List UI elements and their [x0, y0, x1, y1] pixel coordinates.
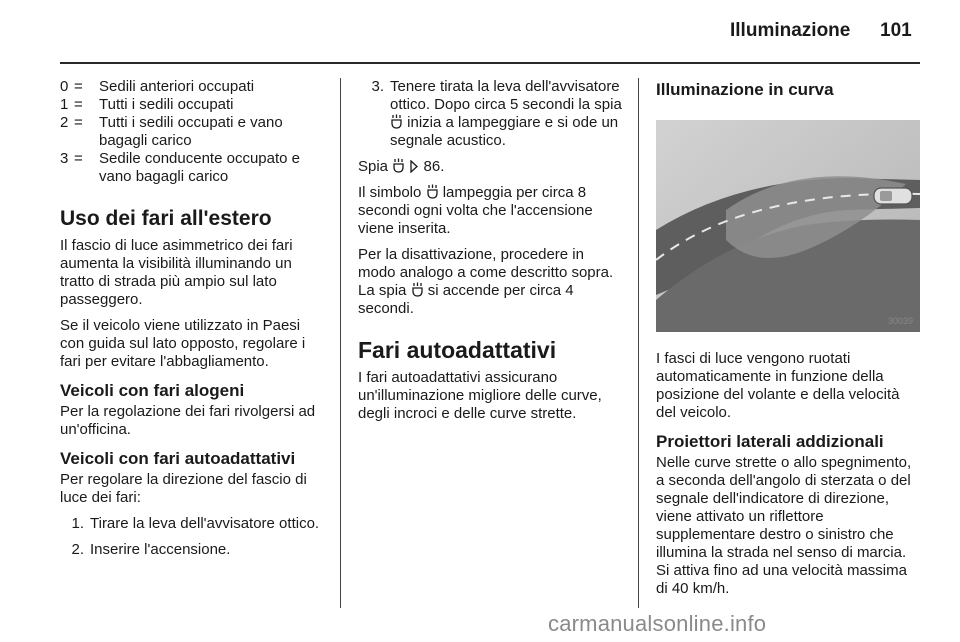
text-part: lampeggia per circa 8 secondi ogni volta che l'accensione viene inserita.	[358, 184, 593, 237]
paragraph	[358, 184, 624, 238]
text-part: Il simbolo	[358, 184, 422, 201]
steps-list	[60, 515, 326, 559]
paragraph: Il fascio di luce asimmetrico dei fari aumenta la visibilità illuminando un tratto di strada più ampio sul lato passeggero.	[60, 237, 293, 308]
watermark: carmanualsonline.info	[548, 611, 767, 636]
paragraph: I fari autoadattativi assicurano un'illuminazione migliore delle curve, degli incroci e delle curve strette.	[358, 369, 602, 422]
legend-text: Tutti i sedili occupati e vano bagagli carico	[99, 114, 283, 149]
step-number: 2.	[71, 541, 84, 558]
page-header-title: Illuminazione	[730, 20, 851, 41]
step-text-part: inizia a lampeggiare e si ode un segnale acustico.	[390, 114, 619, 149]
headlight-lamp-icon	[426, 184, 439, 199]
legend-text: Tutti i sedili occupati	[99, 96, 234, 113]
legend-row	[60, 114, 326, 150]
spia-page-ref: 86.	[423, 158, 445, 175]
spia-label: Spia	[358, 158, 389, 175]
legend-text: Sedile conducente occupato e vano bagagli carico	[99, 150, 300, 185]
spia-reference	[358, 158, 624, 176]
section-title-cornering: Illuminazione in curva	[656, 80, 834, 99]
paragraph: Per regolare la direzione del fascio di luce dei fari:	[60, 471, 307, 506]
list-item	[60, 515, 326, 533]
legend-text: Sedili anteriori occupati	[99, 78, 255, 95]
section-title-adaptive-headlights: Fari autoadattativi	[358, 337, 557, 363]
paragraph: Nelle curve strette o allo spegnimento, a seconda dell'angolo di sterzata o del segnale dell'indicatore di direzione, viene attivato un riflettore supplementare destro o sinistro che illumina la strada nel senso di marcia. Si attiva fino ad una velocità massima di 40 km/h.	[656, 454, 912, 597]
column-divider-1	[340, 78, 341, 608]
legend-equals: =	[74, 114, 83, 131]
step-text: Tirare la leva dell'avvisatore ottico.	[90, 515, 320, 532]
paragraph: Se il veicolo viene utilizzato in Paesi con guida sul lato opposto, regolare i fari per evitare l'abbagliamento.	[60, 317, 306, 370]
column-divider-2	[638, 78, 639, 608]
page-reference-arrow-icon	[409, 160, 419, 173]
step-text	[390, 78, 624, 150]
legend-number: 3	[60, 150, 69, 167]
legend-equals: =	[74, 150, 83, 167]
paragraph	[358, 246, 624, 318]
step-text: Inserire l'accensione.	[90, 541, 231, 558]
steps-list-continued	[358, 78, 624, 150]
legend-row	[60, 78, 326, 96]
cornering-light-illustration	[656, 120, 920, 332]
figure-label: 30039	[888, 316, 914, 326]
column-3	[656, 78, 922, 606]
section-title-abroad: Uso dei fari all'estero	[60, 207, 272, 230]
step-text-part: Tenere tirata la leva dell'avvisatore ottico. Dopo circa 5 secondi la spia	[390, 78, 622, 113]
step-number: 1.	[71, 515, 84, 532]
legend-row	[60, 96, 326, 114]
step-number: 3.	[371, 78, 384, 95]
legend-equals: =	[74, 78, 83, 95]
text-part: Per la disattivazione, procedere in modo analogo a come descritto sopra. La spia	[358, 246, 614, 299]
legend-equals: =	[74, 96, 83, 113]
list-item	[358, 78, 624, 150]
legend-number: 1	[60, 96, 69, 113]
subsection-title-halogen: Veicoli con fari alogeni	[60, 381, 245, 400]
column-2	[358, 78, 624, 431]
page-number: 101	[880, 20, 912, 41]
legend-number: 2	[60, 114, 69, 131]
legend-number: 0	[60, 78, 69, 95]
headlight-lamp-icon	[392, 158, 405, 173]
headlight-lamp-icon	[411, 282, 424, 297]
paragraph: Per la regolazione dei fari rivolgersi ad un'officina.	[60, 403, 316, 438]
subsection-title-adaptive: Veicoli con fari autoadattativi	[60, 449, 296, 468]
seat-legend	[60, 78, 326, 186]
cornering-light-figure	[656, 120, 920, 332]
subsection-title-side-lights: Proiettori laterali addizionali	[656, 432, 884, 451]
legend-row	[60, 150, 326, 186]
column-1	[60, 78, 326, 567]
list-item	[60, 541, 326, 559]
text-part: si accende per circa 4 secondi.	[358, 282, 574, 317]
header-rule	[60, 62, 920, 64]
headlight-lamp-icon	[390, 114, 403, 129]
paragraph: I fasci di luce vengono ruotati automaticamente in funzione della posizione del volante e della velocità del veicolo.	[656, 350, 900, 421]
